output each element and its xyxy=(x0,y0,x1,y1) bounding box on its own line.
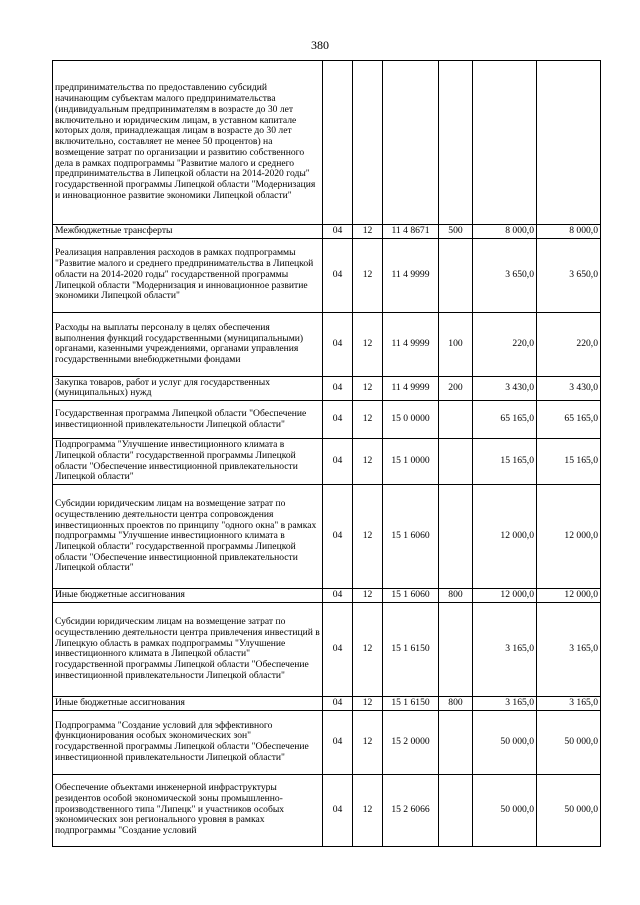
row-target-article xyxy=(383,61,439,225)
row-section: 04 xyxy=(323,401,353,439)
row-target-article: 15 0 0000 xyxy=(383,401,439,439)
row-target-article: 15 1 6060 xyxy=(383,589,439,603)
row-name: Субсидии юридическим лицам на возмещение затрат по осуществлению деятельности центра сопровождения инвестиционных проектов по принципу "одного окна" в рамках подпрограммы "Улучшение инвестиционного климата в Липецкой области" государственной программы Липецкой области "Обеспечение инвестиционной привлекательности Липецкой области" xyxy=(53,485,323,589)
row-amount-1 xyxy=(473,61,537,225)
table-row xyxy=(53,485,601,589)
row-subsection: 12 xyxy=(353,401,383,439)
row-expense-type xyxy=(439,710,473,774)
row-amount-1: 12 000,0 xyxy=(473,589,537,603)
row-target-article: 15 1 0000 xyxy=(383,439,439,485)
row-name: Подпрограмма "Улучшение инвестиционного климата в Липецкой области" государственной программы Липецкой области "Обеспечение инвестиционной привлекательности Липецкой области" xyxy=(53,439,323,485)
row-target-article: 15 1 6060 xyxy=(383,485,439,589)
row-name: Субсидии юридическим лицам на возмещение затрат по осуществлению деятельности центра привлечения инвестиций в Липецкую область в рамках подпрограммы "Улучшение инвестиционного климата в Липецкой области" государственной программы Липецкой области "Обеспечение инвестиционной привлекательности Липецкой области" xyxy=(53,602,323,696)
row-expense-type xyxy=(439,439,473,485)
row-name: Подпрограмма "Создание условий для эффективного функционирования особых экономических зон" государственной программы Липецкой области "Обеспечение инвестиционной привлекательности Липецкой области" xyxy=(53,710,323,774)
row-amount-1: 8 000,0 xyxy=(473,225,537,239)
row-subsection: 12 xyxy=(353,602,383,696)
row-name: Закупка товаров, работ и услуг для государственных (муниципальных) нужд xyxy=(53,376,323,400)
row-name: Расходы на выплаты персоналу в целях обеспечения выполнения функций государственными (муниципальными) органами, казенными учреждениями, органами управления государственными внебюджетными фондами xyxy=(53,312,323,376)
row-subsection: 12 xyxy=(353,696,383,710)
table-row xyxy=(53,602,601,696)
row-target-article: 11 4 9999 xyxy=(383,312,439,376)
row-amount-2: 220,0 xyxy=(537,312,601,376)
row-amount-1: 220,0 xyxy=(473,312,537,376)
row-amount-2: 3 165,0 xyxy=(537,602,601,696)
table-row xyxy=(53,61,601,225)
row-section: 04 xyxy=(323,589,353,603)
row-expense-type xyxy=(439,401,473,439)
row-expense-type: 200 xyxy=(439,376,473,400)
row-section: 04 xyxy=(323,485,353,589)
row-name: Государственная программа Липецкой области "Обеспечение инвестиционной привлекательности Липецкой области" xyxy=(53,401,323,439)
table-row xyxy=(53,238,601,312)
row-amount-1: 50 000,0 xyxy=(473,710,537,774)
row-amount-2: 50 000,0 xyxy=(537,774,601,846)
table-row xyxy=(53,401,601,439)
row-section: 04 xyxy=(323,376,353,400)
row-amount-2: 50 000,0 xyxy=(537,710,601,774)
row-amount-1: 3 165,0 xyxy=(473,602,537,696)
row-amount-1: 3 165,0 xyxy=(473,696,537,710)
table-body xyxy=(53,61,601,847)
row-target-article: 11 4 9999 xyxy=(383,238,439,312)
row-section: 04 xyxy=(323,602,353,696)
row-section: 04 xyxy=(323,238,353,312)
row-amount-1: 65 165,0 xyxy=(473,401,537,439)
row-expense-type xyxy=(439,602,473,696)
row-amount-2 xyxy=(537,61,601,225)
row-subsection: 12 xyxy=(353,774,383,846)
row-amount-1: 3 430,0 xyxy=(473,376,537,400)
row-subsection: 12 xyxy=(353,238,383,312)
table-row xyxy=(53,589,601,603)
row-expense-type: 800 xyxy=(439,589,473,603)
row-subsection: 12 xyxy=(353,485,383,589)
row-expense-type: 100 xyxy=(439,312,473,376)
row-subsection: 12 xyxy=(353,710,383,774)
row-amount-2: 15 165,0 xyxy=(537,439,601,485)
row-expense-type xyxy=(439,774,473,846)
table-row xyxy=(53,774,601,846)
row-amount-1: 50 000,0 xyxy=(473,774,537,846)
row-amount-1: 12 000,0 xyxy=(473,485,537,589)
row-section: 04 xyxy=(323,225,353,239)
row-section: 04 xyxy=(323,696,353,710)
row-amount-2: 3 165,0 xyxy=(537,696,601,710)
table-row xyxy=(53,225,601,239)
row-target-article: 15 1 6150 xyxy=(383,602,439,696)
row-target-article: 15 2 6066 xyxy=(383,774,439,846)
row-amount-1: 15 165,0 xyxy=(473,439,537,485)
row-expense-type xyxy=(439,61,473,225)
row-expense-type: 500 xyxy=(439,225,473,239)
row-subsection: 12 xyxy=(353,312,383,376)
row-subsection: 12 xyxy=(353,589,383,603)
row-expense-type xyxy=(439,238,473,312)
row-subsection xyxy=(353,61,383,225)
table-row xyxy=(53,376,601,400)
row-section: 04 xyxy=(323,439,353,485)
row-subsection: 12 xyxy=(353,376,383,400)
row-amount-2: 12 000,0 xyxy=(537,485,601,589)
row-section: 04 xyxy=(323,312,353,376)
row-amount-2: 65 165,0 xyxy=(537,401,601,439)
table-row xyxy=(53,710,601,774)
row-subsection: 12 xyxy=(353,225,383,239)
row-target-article: 11 4 9999 xyxy=(383,376,439,400)
row-name: Иные бюджетные ассигнования xyxy=(53,589,323,603)
page-number: 380 xyxy=(311,38,329,52)
row-expense-type: 800 xyxy=(439,696,473,710)
row-name: Иные бюджетные ассигнования xyxy=(53,696,323,710)
row-target-article: 11 4 8671 xyxy=(383,225,439,239)
table-row xyxy=(53,696,601,710)
table-row xyxy=(53,312,601,376)
row-section: 04 xyxy=(323,774,353,846)
row-section xyxy=(323,61,353,225)
row-amount-2: 3 430,0 xyxy=(537,376,601,400)
row-name: Межбюджетные трансферты xyxy=(53,225,323,239)
table-row xyxy=(53,439,601,485)
row-name: Обеспечение объектами инженерной инфраструктуры резидентов особой экономической зоны промышленно-производственного типа "Липецк" и участников особых экономических зон регионального уровня в рамках подпрограммы "Создание условий xyxy=(53,774,323,846)
budget-table xyxy=(52,60,601,847)
row-subsection: 12 xyxy=(353,439,383,485)
row-amount-2: 8 000,0 xyxy=(537,225,601,239)
row-expense-type xyxy=(439,485,473,589)
row-amount-2: 3 650,0 xyxy=(537,238,601,312)
row-name: предпринимательства по предоставлению субсидий начинающим субъектам малого предпринимательства (индивидуальным предпринимателям в возрасте до 30 лет включительно и юридическим лицам, в уставном капитале которых доля, принадлежащая лицам в возрасте до 30 лет включительно, составляет не менее 50 процентов) на возмещение затрат по организации и развитию собственного дела в рамках подпрограммы "Развитие малого и среднего предпринимательства в Липецкой области на 2014-2020 годы" государственной программы Липецкой области "Модернизация и инновационное развитие экономики Липецкой области" xyxy=(53,61,323,225)
row-amount-1: 3 650,0 xyxy=(473,238,537,312)
row-target-article: 15 2 0000 xyxy=(383,710,439,774)
row-name: Реализация направления расходов в рамках подпрограммы "Развитие малого и среднего предпринимательства в Липецкой области на 2014-2020 годы" государственной программы Липецкой области "Модернизация и инновационное развитие экономики Липецкой области" xyxy=(53,238,323,312)
row-section: 04 xyxy=(323,710,353,774)
row-amount-2: 12 000,0 xyxy=(537,589,601,603)
row-target-article: 15 1 6150 xyxy=(383,696,439,710)
